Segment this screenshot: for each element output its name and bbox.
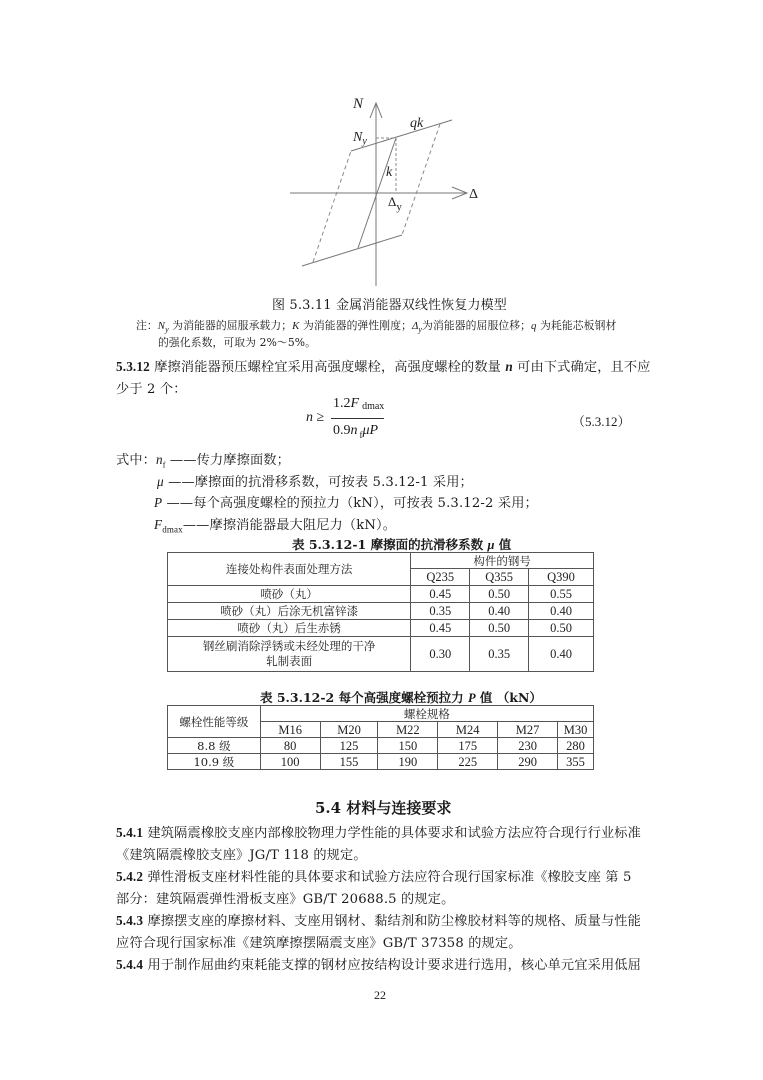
table2-title-p: P xyxy=(467,691,476,705)
cell-value: 0.40 xyxy=(529,603,594,620)
row-method: 喷砂（丸） xyxy=(168,586,411,603)
col-header: M27 xyxy=(498,722,558,738)
def-symbol: P xyxy=(154,495,163,510)
clause-5-4-1-line2: 《建筑隔震橡胶支座》JG/T 118 的规定。 xyxy=(116,848,367,863)
def-symbol: F xyxy=(154,517,163,532)
table1-title xyxy=(292,535,511,553)
table-row xyxy=(168,637,594,672)
clause-5-4-2-line1 xyxy=(116,866,632,885)
note-text-d: 为耗能芯板钢材 xyxy=(536,319,617,332)
row-method-line1: 钢丝刷消除浮锈或未经处理的干净 xyxy=(202,639,376,653)
def-text: ——每个高强度螺栓的预拉力（kN），可按表 5.3.12-2 采用； xyxy=(162,496,538,511)
label-dy: $\Delta_y$ xyxy=(388,194,402,213)
num-sub: dmax xyxy=(362,401,385,412)
label-ny: $N_y$ xyxy=(353,130,367,147)
formula-denominator xyxy=(333,423,378,439)
clause-5-4-4-line1 xyxy=(116,954,641,973)
clause-5-3-12-line1 xyxy=(116,356,651,375)
cell-value: 0.55 xyxy=(529,586,594,603)
den-rest: μP xyxy=(362,423,379,438)
clause-5-3-12-line2: 少于 2 个： xyxy=(116,382,187,397)
axis-label-n: N xyxy=(353,96,364,112)
cell-value: 355 xyxy=(558,754,594,770)
table-friction-coefficient xyxy=(167,552,594,672)
cell-value: 280 xyxy=(558,738,594,754)
col-header: Q235 xyxy=(411,569,470,586)
table1-title-prefix: 表 5.3.12-1 摩擦面的抗滑移系数 xyxy=(292,537,488,552)
cell-value: 0.40 xyxy=(470,603,529,620)
formula-number: （5.3.12） xyxy=(572,414,631,429)
table2-title xyxy=(260,688,542,706)
formula-numerator xyxy=(333,396,384,412)
clause-number: 5.3.12 xyxy=(116,359,150,374)
den-sub: f xyxy=(359,430,363,440)
note-q: q xyxy=(531,320,537,332)
header-steel-grade: 构件的钢号 xyxy=(411,553,594,569)
cell-value: 0.50 xyxy=(529,620,594,637)
cell-value: 0.50 xyxy=(470,586,529,603)
clause-text: 摩擦消能器预压螺栓宜采用高强度螺栓，高强度螺栓的数量 xyxy=(149,360,506,375)
definitions-prefix: 式中： xyxy=(116,453,157,468)
clause-text: 弹性滑板支座材料性能的具体要求和试验方法应符合现行国家标准《橡胶支座 第 5 xyxy=(143,870,632,885)
cell-value: 175 xyxy=(438,738,498,754)
def-text: ——摩擦面的抗滑移系数，可按表 5.3.12-1 采用； xyxy=(163,475,473,490)
fraction-bar xyxy=(331,418,384,419)
def-text: ——传力摩擦面数； xyxy=(165,453,290,468)
col-header: M20 xyxy=(320,722,378,738)
formula-n: n xyxy=(306,410,313,425)
col-header: Q355 xyxy=(470,569,529,586)
formula-op: ≥ xyxy=(313,410,325,425)
clause-5-4-3-line2: 应符合现行国家标准《建筑摩擦摆隔震支座》GB/T 37358 的规定。 xyxy=(116,936,522,951)
cell-value: 0.45 xyxy=(411,620,470,637)
note-prefix: 注： xyxy=(136,319,158,332)
figure-caption: 图 5.3.11 金属消能器双线性恢复力模型 xyxy=(272,298,507,313)
num-var: F xyxy=(350,396,360,411)
header-grade: 螺栓性能等级 xyxy=(168,706,261,738)
col-header: M24 xyxy=(438,722,498,738)
cell-value: 0.45 xyxy=(411,586,470,603)
note-ny: N xyxy=(157,320,166,332)
header-bolt-spec: 螺栓规格 xyxy=(260,706,593,722)
row-grade: 10.9 级 xyxy=(168,754,261,770)
table-row xyxy=(168,620,594,637)
clause-5-4-2-line2: 部分：建筑隔震弹性滑板支座》GB/T 20688.5 的规定。 xyxy=(116,892,455,907)
table1-title-suffix: 值 xyxy=(494,537,512,552)
clause-5-4-3-line1 xyxy=(116,910,641,929)
cell-value: 125 xyxy=(320,738,378,754)
row-method-line2: 轧制表面 xyxy=(266,654,313,668)
clause-5-4-1-line1 xyxy=(116,822,641,841)
definition-fdmax xyxy=(154,514,396,535)
col-header: M22 xyxy=(378,722,438,738)
note-k: K xyxy=(292,320,300,332)
figure-note-line1 xyxy=(136,318,616,334)
col-header: M16 xyxy=(260,722,320,738)
cell-value: 230 xyxy=(498,738,558,754)
cell-value: 190 xyxy=(378,754,438,770)
unloading-left xyxy=(313,151,351,262)
figure-note-line2: 的强化系数，可取为 2%～5%。 xyxy=(158,336,317,349)
note-text-c: 为消能器的屈服位移； xyxy=(422,319,532,332)
note-dy: Δ xyxy=(411,320,419,332)
def-sub: f xyxy=(162,460,166,470)
table-row xyxy=(168,738,594,754)
hysteresis-diagram xyxy=(0,0,763,300)
table2-title-prefix: 表 5.3.12-2 每个高强度螺栓预拉力 xyxy=(260,690,468,705)
clause-number: 5.4.1 xyxy=(116,825,144,840)
definition-mu xyxy=(157,471,473,490)
lower-hardening-line xyxy=(302,235,402,266)
clause-var-n: n xyxy=(505,359,513,374)
cell-value: 150 xyxy=(378,738,438,754)
clause-number: 5.4.2 xyxy=(116,869,144,884)
cell-value: 225 xyxy=(438,754,498,770)
table-bolt-pretension xyxy=(167,705,594,770)
cell-value: 0.40 xyxy=(529,637,594,672)
cell-value: 100 xyxy=(260,754,320,770)
row-method: 喷砂（丸）后生赤锈 xyxy=(168,620,411,637)
def-sub: dmax xyxy=(162,524,183,535)
den-coef: 0.9 xyxy=(333,423,351,438)
formula-lhs xyxy=(306,410,324,426)
cell-value: 290 xyxy=(498,754,558,770)
definition-p xyxy=(154,492,538,511)
clause-text: 建筑隔震橡胶支座内部橡胶物理力学性能的具体要求和试验方法应符合现行行业标准 xyxy=(143,826,641,841)
clause-number: 5.4.3 xyxy=(116,913,144,928)
note-ny-sub: y xyxy=(165,325,169,335)
def-symbol: n xyxy=(156,452,163,467)
clause-text: 用于制作屈曲约束耗能支撑的钢材应按结构设计要求进行选用，核心单元宜采用低屈 xyxy=(143,958,641,973)
row-grade: 8.8 级 xyxy=(168,738,261,754)
table2-title-suffix: 值 （kN） xyxy=(475,690,542,705)
table-row xyxy=(168,586,594,603)
note-text-b: 为消能器的弹性刚度； xyxy=(299,319,412,332)
section-heading: 5.4 材料与连接要求 xyxy=(315,799,452,817)
cell-value: 0.50 xyxy=(470,620,529,637)
table1-title-mu: μ xyxy=(487,538,495,552)
page-number: 22 xyxy=(374,988,386,1002)
note-dy-sub: y xyxy=(418,325,423,335)
label-k: k xyxy=(386,165,393,180)
definition-nf xyxy=(116,449,290,470)
axis-label-delta: Δ xyxy=(469,187,479,202)
col-header: M30 xyxy=(558,722,594,738)
clause-number: 5.4.4 xyxy=(116,957,144,972)
header-method: 连接处构件表面处理方法 xyxy=(168,553,411,586)
unloading-right xyxy=(402,124,440,235)
cell-value: 0.35 xyxy=(411,603,470,620)
def-symbol: μ xyxy=(157,474,164,489)
col-header: Q390 xyxy=(529,569,594,586)
cell-value: 80 xyxy=(260,738,320,754)
def-text: ——摩擦消能器最大阻尼力（kN）。 xyxy=(182,518,397,533)
cell-value: 0.30 xyxy=(411,637,470,672)
label-qk: qk xyxy=(410,116,424,131)
num-coef: 1.2 xyxy=(333,396,351,411)
cell-value: 0.35 xyxy=(470,637,529,672)
clause-text-end: 可由下式确定，且不应 xyxy=(512,360,651,375)
cell-value: 155 xyxy=(320,754,378,770)
table-row xyxy=(168,754,594,770)
row-method: 喷砂（丸）后涂无机富锌漆 xyxy=(168,603,411,620)
row-method xyxy=(168,637,411,672)
clause-text: 摩擦摆支座的摩擦材料、支座用钢材、黏结剂和防尘橡胶材料等的规格、质量与性能 xyxy=(143,914,641,929)
table-row xyxy=(168,603,594,620)
den-var: n xyxy=(350,423,358,438)
note-text-a: 为消能器的屈服承载力； xyxy=(168,319,293,332)
